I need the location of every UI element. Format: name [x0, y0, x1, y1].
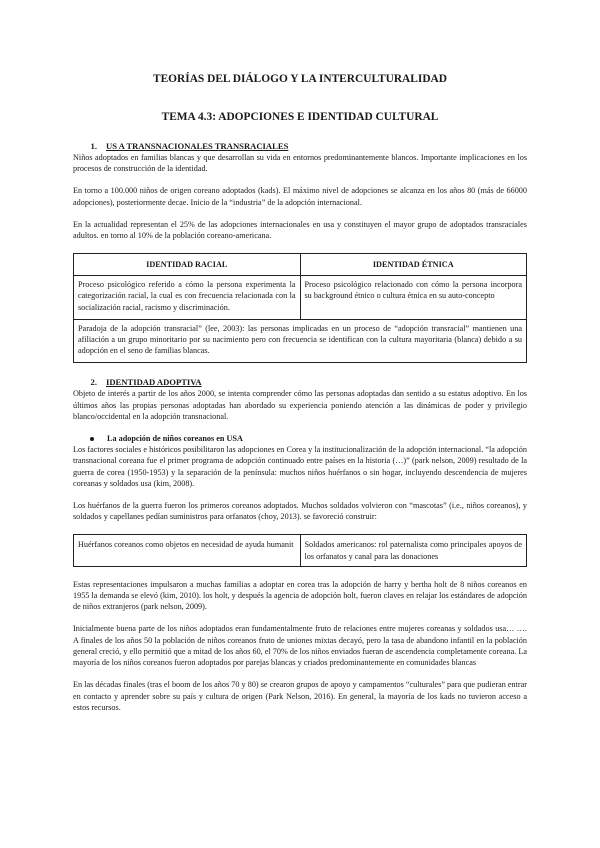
section-3-paragraph-3: En las décadas finales (tras el boom de los años 70 y 80) se crearon grupos de apoyo y campamentos “culturales” para que pudieran entrar en contacto y aprender sobre su país y cultura de origen (Park Nelson, 2016). En general, la mayoría de los kads no tuvieron acceso a estos recursos. [73, 680, 527, 712]
section-1-title: US A TRANSNACIONALES TRANSRACIALES [106, 141, 289, 151]
section-2-number: 2. [90, 377, 97, 388]
identity-racial-cell: Proceso psicológico referido a cómo la persona experimenta la categorización racial, la cual es con frecuencia relacionada con la socialización racial, racismo y discriminación. [74, 276, 301, 320]
document-title: TEORÍAS DEL DIÁLOGO Y LA INTERCULTURALIDAD [152, 73, 447, 85]
section-2-heading [73, 376, 527, 388]
section-2-paragraph-3: Los huérfanos de la guerra fueron los primeros coreanos adoptados. Muchos soldados volvieron con “mascotas” (i.e., niños coreanos), y soldados y capellanes pedían suministros para orfanatos (choy, 2013). se favoreció construir: [73, 501, 527, 522]
orphans-cell: Huérfanos coreanos como objetos en necesidad de ayuda humanit [74, 535, 301, 566]
representations-table [73, 534, 527, 566]
identity-table [73, 253, 527, 363]
section-2-paragraph-1: Objeto de interés a partir de los años 2000, se intenta comprender cómo las personas adoptadas dan sentido a su estatus adoptivo. En los últimos años las propias personas adoptadas han abordado su experiencia poniendo atención a las dinámicas de poder y privilegio blanco/occidental en la adopción transnacional. [73, 389, 527, 421]
section-1-heading [73, 140, 527, 152]
identity-racial-header: IDENTIDAD RACIAL [74, 254, 301, 276]
soldiers-cell: Soldados americanos: rol paternalista como principales apoyos de los orfanatos y canal para las donaciones [300, 535, 527, 566]
bullet-korean-adoption [73, 433, 527, 444]
bullet-text: La adopción de niños coreanos en USA [107, 434, 243, 444]
document-subtitle: TEMA 4.3: ADOPCIONES E IDENTIDAD CULTURAL [161, 111, 439, 123]
section-3-paragraph-2: Inicialmente buena parte de los niños adoptados eran fundamentalmente fruto de relaciones entre mujeres coreanas y soldados usa… …. A finales de los años 50 la población de niños coreanos fruto de uniones mixtas decayó, pero la tasa de abandono infantil en la población general creció, y ello permitió que a mitad de los años 60, el 70% de los niños enviados fueran de ascendencia completamente coreana. La mayoría de los niños coreanos fueron adoptados por parejas blancas y criados predominantemente en comunidades blancas [73, 624, 527, 668]
identity-etnica-cell: Proceso psicológico relacionado con cómo la persona incorpora su background étnico o cultura étnica en su auto-concepto [300, 276, 527, 320]
document-page [73, 70, 527, 713]
section-2-paragraph-2: Los factores sociales e históricos posibilitaron las adopciones en Corea y la institucionalización de la adopción internacional. “la adopción transnacional coreana fue el primer programa de adopción continuado entre países en la historia (…)” (park nelson, 2009) resultado de la guerra de corea (1950-1953) y la separación de la península: muchos niños huérfanos o sin hogar, incluyendo descendencia de mujeres coreanas y soldados usa (kim, 2008). [73, 445, 527, 488]
section-1-paragraph-1: Niños adoptados en familias blancas y que desarrollan su vida en entornos predominantemente blancos. Importante implicaciones en los procesos de construcción de la identidad. [73, 153, 527, 174]
section-3-paragraph-1: Estas representaciones impulsaron a muchas familias a adoptar en corea tras la adopción de harry y bertha holt de 8 niños coreanos en 1955 la demanda se elevó (kim, 2010). los holt, y después la agencia de adopción holt, fueron claves en relajar los estándares de adopción de niños extranjeros (park nelson, 2009). [73, 579, 527, 612]
section-2-title: IDENTIDAD ADOPTIVA [106, 377, 202, 388]
identity-etnica-header: IDENTIDAD ÉTNICA [300, 254, 527, 276]
paradox-cell: Paradoja de la adopción transracial” (lee, 2003): las personas implicadas en un proceso de “adopción transracial” mantienen una afiliación a un grupo minoritario por su nacimiento pero con frecuencia se identifican con la cultura mayoritaria (blanca) debido a su adopción en el seno de familias blancas. [74, 319, 527, 363]
section-1-paragraph-2: En torno a 100.000 niños de origen coreano adoptados (kads). El máximo nivel de adopciones se alcanza en los años 80 (más de 66000 adopciones), posteriormente decae. Inicio de la “industria” de la adopción internacional. [73, 186, 527, 207]
section-1-paragraph-3: En la actualidad representan el 25% de las adopciones internacionales en usa y constituyen el mayor grupo de adoptados transraciales adultos. en torno al 10% de la población coreano-americana. [73, 219, 527, 241]
section-1-number: 1. [90, 141, 97, 151]
